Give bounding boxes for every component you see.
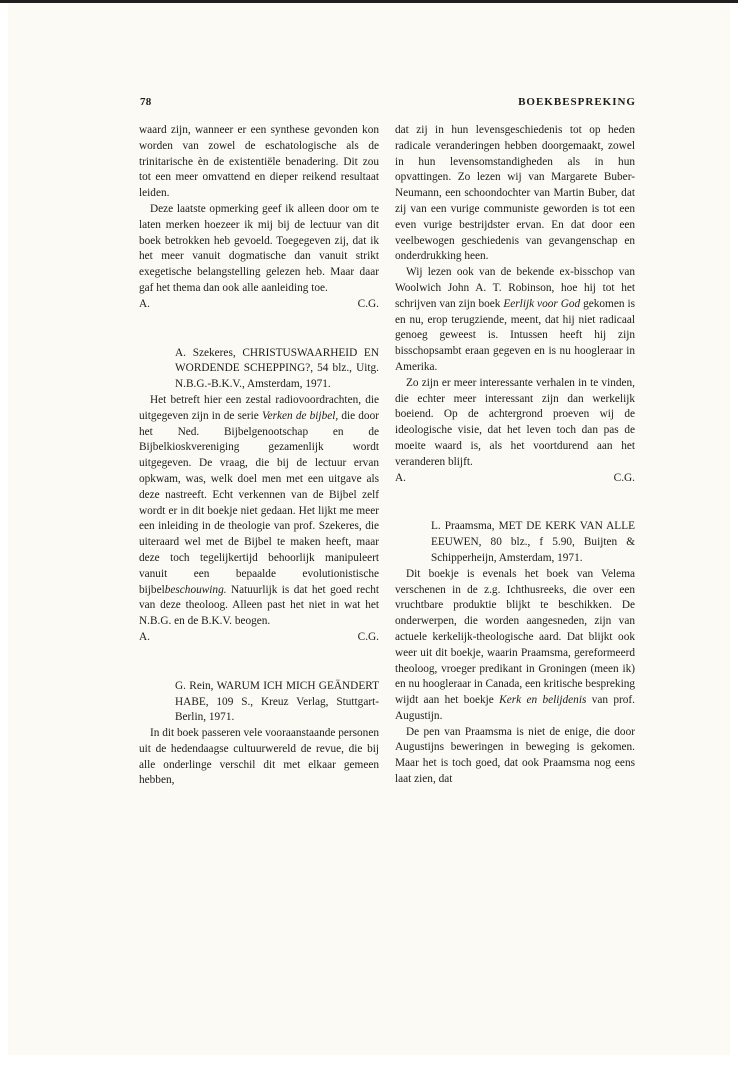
book-reference: A. Szekeres, CHRISTUSWAARHEID EN WORDENDE SCHEPPING?, 54 blz., Uitg. N.B.G.-B.K.V., Amsterdam, 1971. (175, 346, 379, 391)
page-number: 78 (140, 96, 152, 108)
signature-initial: A. (395, 471, 406, 484)
running-title: BOEKBESPREKING (518, 96, 636, 108)
text-run: gekomen is en nu, erop terugziende, meent, dat hij niet radicaal genoeg geweest is. Intussen heeft hij zijn bisschopsambt eraan gegeven en is nu hoogleraar in Amerika. (395, 297, 635, 373)
right-column (395, 123, 635, 788)
paragraph (395, 265, 635, 376)
page-header (140, 96, 636, 112)
paragraph: Deze laatste opmerking geef ik alleen door om te laten merken hoezeer ik mij bij de lectuur van dit boek betrokken heb gevoeld. Toegegeven zij, dat ik het meer vanuit dogmatische dan vanuit strikt exegetische belangstelling gelezen heb. Maar daar gaf het thema dan ook alle aanleiding toe. (139, 202, 379, 294)
signature-author: C.G. (357, 630, 379, 643)
review-signature (395, 471, 635, 487)
paragraph: dat zij in hun levensgeschiedenis tot op heden radicale veranderingen hebben doorgemaakt, zowel in hun levensomstandigheden als in hun opvattingen. Zo lezen wij van Margarete Buber-Neumann, een schoondochter van Martin Buber, dat zij van een vurige communiste geworden is tot een even vurige bestrijdster ervan. En dat door een veelbewogen geschiedenis van gevangenschap en onderdrukking heen. (395, 124, 635, 263)
paragraph: De pen van Praamsma is niet de enige, die door Augustijns beweringen in beweging is gekomen. Maar het is toch goed, dat ook Praamsma nog eens laat zien, dat (395, 725, 635, 786)
text-run: Het betreft hier een zestal radiovoordrachten, die uitgegeven zijn in de serie (139, 393, 379, 422)
italic-term: beschouwing. (164, 583, 227, 596)
paragraph (395, 567, 635, 725)
spacer (139, 646, 379, 679)
book-title: Eerlijk voor God (503, 297, 581, 310)
text-run: Natuurlijk is dat het goed recht van deze theoloog. Alleen past het niet in wat het N.B.G. en de B.K.V. beogen. (139, 583, 379, 628)
signature-author: C.G. (613, 471, 635, 484)
spacer (139, 313, 379, 346)
book-title: Kerk en belijdenis (499, 694, 587, 707)
paragraph: Zo zijn er meer interessante verhalen in te vinden, die echter meer interessant zijn dan werkelijk boeiend. Op de achtergrond proeven wij de ideologische visie, dat het leven toch dan pas de moeite waard is, als het voortdurend aan het veranderen blijft. (395, 376, 635, 468)
spacer (395, 486, 635, 519)
signature-initial: A. (139, 630, 150, 643)
signature-author: C.G. (357, 297, 379, 310)
paragraph: waard zijn, wanneer er een synthese gevonden kon worden van zowel de eschatologische als de trinitarische èn de existentiële benadering. Dit zou tot een meer omvattend en dieper reikend resultaat leiden. (139, 124, 379, 200)
text-run: Wij lezen ook van de bekende ex-bisschop van Woolwich John A. T. Robinson, hoe hij tot het schrijven van zijn boek (395, 266, 635, 310)
book-reference: L. Praamsma, MET DE KERK VAN ALLE EEUWEN, 80 blz., f 5.90, Buijten & Schipperheijn, Amsterdam, 1971. (431, 520, 635, 564)
text-run: Dit boekje is evenals het boek van Velema verschenen in de z.g. Ichthusreeks, die over een vruchtbare produktie blijkt te beschikken. De onderwerpen, die worden aangesneden, zijn van actuele kerkelijk-theologische aard. Dat blijkt ook weer uit dit boekje, waarin Praamsma, gereformeerd theoloog, vroeger predikant in Groningen (meen ik) en nu hoogleraar in Canada, een kritische bespreking wijdt aan het boekje (395, 567, 635, 707)
left-column (139, 123, 379, 789)
review-signature (139, 297, 379, 313)
series-title: Verken de bijbel, (261, 409, 339, 422)
paragraph (139, 393, 379, 630)
text-run: die door het Ned. Bijbelgenootschap en de Bijbelkioskvereniging gezamenlijk wordt uitgegeven. De vraag, die bij de lectuur ervan opkwam, was, welk doel men met een uitgave als deze nastreeft. Echt verkennen van de Bijbel zelf wordt er in dit boekje niet gedaan. Het lijkt me meer een inleiding in de theologie van prof. Szekeres, die uiteraard wel met de Bijbel te maken heeft, maar deze toch tegelijkertijd behoorlijk manipuleert vanuit een bepaalde evolutionistische bijbel (139, 409, 379, 596)
review-signature (139, 630, 379, 646)
paragraph: In dit boek passeren vele vooraanstaande personen uit de hedendaagse cultuurwereld de revue, die bij alle onderlinge verschil dit met elkaar gemeen hebben, (139, 727, 379, 787)
text-run: van prof. Augustijn. (395, 694, 636, 722)
signature-initial: A. (139, 297, 150, 310)
book-reference: G. Rein, WARUM ICH MICH GEÄNDERT HABE, 109 S., Kreuz Verlag, Stuttgart-Berlin, 1971. (175, 679, 379, 724)
